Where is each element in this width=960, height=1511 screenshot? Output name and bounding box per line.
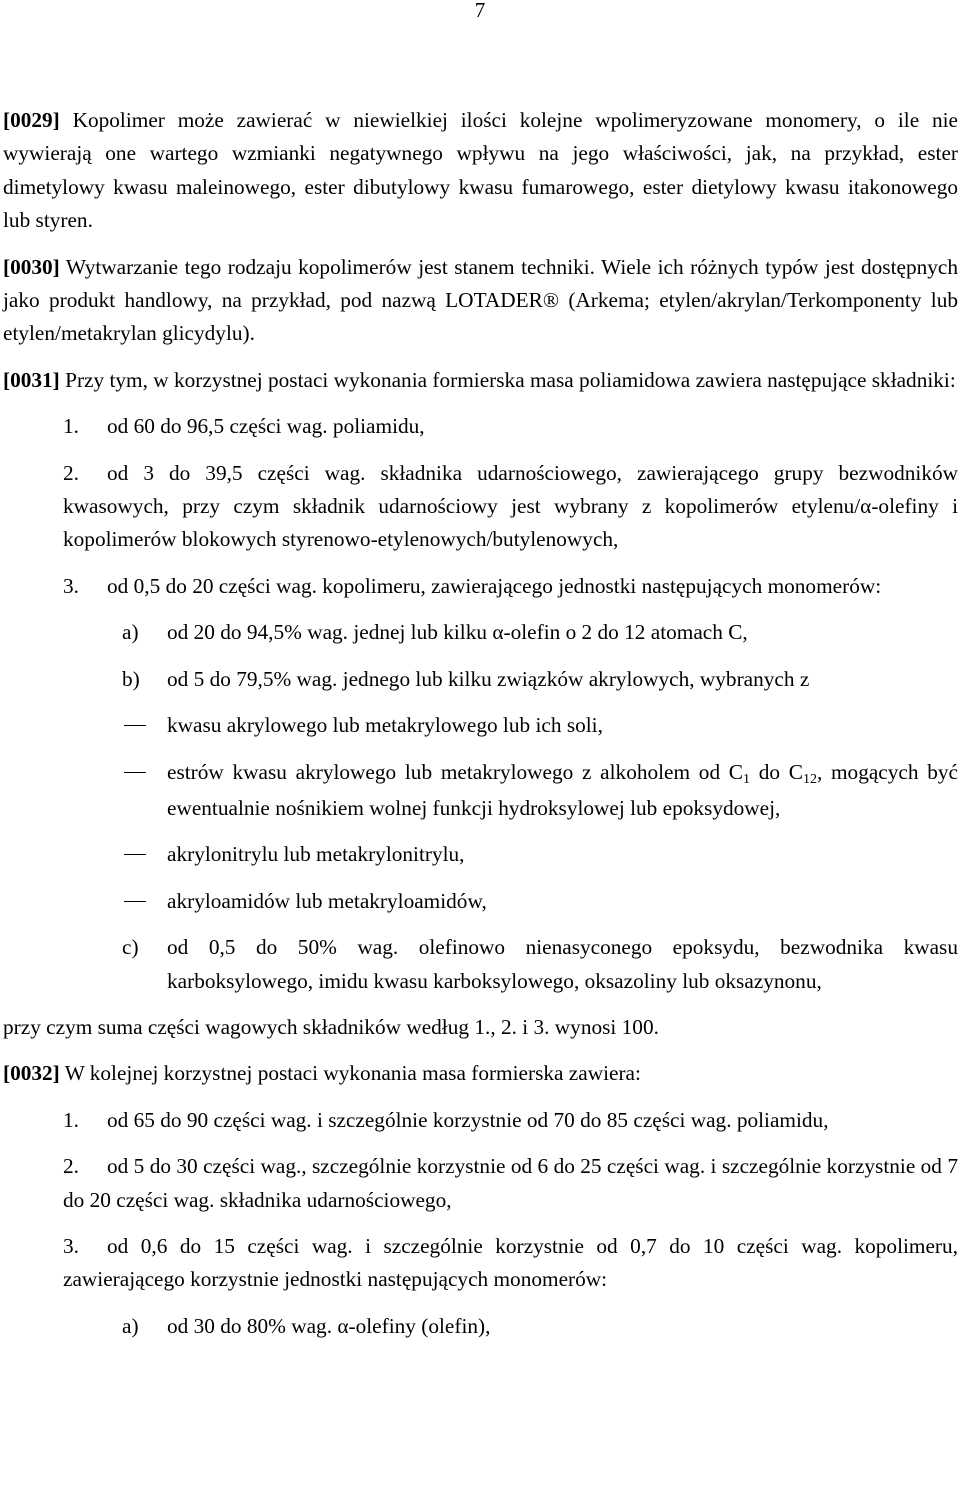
sub-item-mark: a) <box>122 1313 139 1338</box>
list-item <box>3 410 958 443</box>
subscript: 1 <box>743 771 751 787</box>
paragraph-0029 <box>3 104 958 238</box>
dash-item-text: akryloamidów lub metakryloamidów, <box>167 888 487 913</box>
dash-item-text-part: do C <box>750 759 803 784</box>
sub-item-mark: c) <box>122 935 139 960</box>
list-number: 3. <box>63 573 79 598</box>
paragraph-text: Przy tym, w korzystnej postaci wykonania formierska masa poliamidowa zawiera następujące składniki: <box>59 367 956 392</box>
sub-item-b <box>3 663 958 696</box>
sub-item-text: od 30 do 80% wag. α-olefiny (olefin), <box>167 1313 491 1338</box>
list-number: 2. <box>63 1154 79 1179</box>
list-text: od 3 do 39,5 części wag. składnika udarnościowego, zawierającego grupy bezwodników kwasowych, przy czym składnik udarnościowy jest wybrany z kopolimerów etylenu/α-olefiny i kopolimerów blokowych styrenowo-etylenowych/butylenowych, <box>63 460 958 552</box>
dash-item-text: kwasu akrylowego lub metakrylowego lub ich soli, <box>167 713 603 738</box>
list-text: od 5 do 30 części wag., szczególnie korzystnie od 6 do 25 części wag. i szczególnie korzystnie od 7 do 20 części wag. składnika udarnościowego, <box>63 1154 958 1212</box>
dash-bullet-icon <box>124 772 146 773</box>
list-item <box>3 1230 958 1297</box>
paragraph-tag: [0030] <box>3 254 60 279</box>
list-number: 1. <box>63 414 79 439</box>
list-number: 2. <box>63 460 79 485</box>
sub-item-mark: b) <box>122 666 140 691</box>
sub-item-text: od 20 do 94,5% wag. jednej lub kilku α-olefin o 2 do 12 atomach C, <box>167 620 748 645</box>
list-text: od 0,5 do 20 części wag. kopolimeru, zawierającego jednostki następujących monomerów: <box>107 573 882 598</box>
dash-item-text <box>167 760 958 820</box>
list-text: od 60 do 96,5 części wag. poliamidu, <box>107 414 425 439</box>
paragraph-text: Wytwarzanie tego rodzaju kopolimerów jest stanem techniki. Wiele ich różnych typów jest dostępnych jako produkt handlowy, na przykład, pod nazwą LOTADER® (Arkema; etylen/akrylan/Terkomponenty lub etylen/metakrylan glicydylu). <box>3 254 958 346</box>
paragraph-text: Kopolimer może zawierać w niewielkiej ilości kolejne wpolimeryzowane monomery, o ile nie wywierają one wartego wzmianki negatywnego wpływu na jego właściwości, jak, na przykład, ester dimetylowy kwasu maleinowego, ester dibutylowy kwasu fumarowego, ester dietylowy kwasu itakonowego lub styren. <box>3 108 958 233</box>
dash-item <box>3 885 958 918</box>
paragraph-0030 <box>3 251 958 351</box>
list-item <box>3 1104 958 1137</box>
paragraph-tag: [0029] <box>3 108 60 132</box>
dash-item-text: akrylonitrylu lub metakrylonitrylu, <box>167 842 465 867</box>
list-number: 1. <box>63 1107 79 1132</box>
page-number: 7 <box>474 0 486 22</box>
paragraph-tag: [0032] <box>3 1061 60 1086</box>
list-item <box>3 457 958 557</box>
list-text: od 65 do 90 części wag. i szczególnie korzystnie od 70 do 85 części wag. poliamidu, <box>107 1107 829 1132</box>
dash-bullet-icon <box>124 854 146 855</box>
sub-item-a <box>3 1310 958 1343</box>
paragraph-0031 <box>3 364 958 397</box>
paragraph-text: W kolejnej korzystnej postaci wykonania masa formierska zawiera: <box>59 1061 641 1086</box>
list-number: 3. <box>63 1233 79 1258</box>
subscript: 12 <box>802 771 817 787</box>
dash-item <box>3 709 958 742</box>
list-item <box>3 1150 958 1217</box>
dash-bullet-icon <box>124 725 146 726</box>
dash-item-text-part: estrów kwasu akrylowego lub metakrylowego z alkoholem od C <box>167 759 744 784</box>
dash-bullet-icon <box>124 901 146 902</box>
sub-item-mark: a) <box>122 620 139 645</box>
sub-item-c <box>3 931 958 998</box>
sub-item-text: od 0,5 do 50% wag. olefinowo nienasyconego epoksydu, bezwodnika kwasu karboksylowego, imidu kwasu karboksylowego, oksazoliny lub oksazynonu, <box>167 935 958 993</box>
list-text: od 0,6 do 15 części wag. i szczególnie korzystnie od 0,7 do 10 części wag. kopolimeru, zawierającego korzystnie jednostki następujących monomerów: <box>63 1233 958 1292</box>
dash-item <box>3 838 958 871</box>
list-item <box>3 570 958 603</box>
dash-item-text-part: , mogących być ewentualnie nośnikiem wolnej funkcji hydroksylowej lub epoksydowej, <box>167 759 958 820</box>
sub-item-text: od 5 do 79,5% wag. jednego lub kilku związków akrylowych, wybranych z <box>167 666 810 691</box>
paragraph-tag: [0031] <box>3 367 60 392</box>
dash-item <box>3 756 958 826</box>
paragraph-0032 <box>3 1057 958 1090</box>
document-body <box>3 104 958 1356</box>
closing-sentence: przy czym suma części wagowych składników według 1., 2. i 3. wynosi 100. <box>3 1014 659 1039</box>
sub-item-a <box>3 616 958 649</box>
